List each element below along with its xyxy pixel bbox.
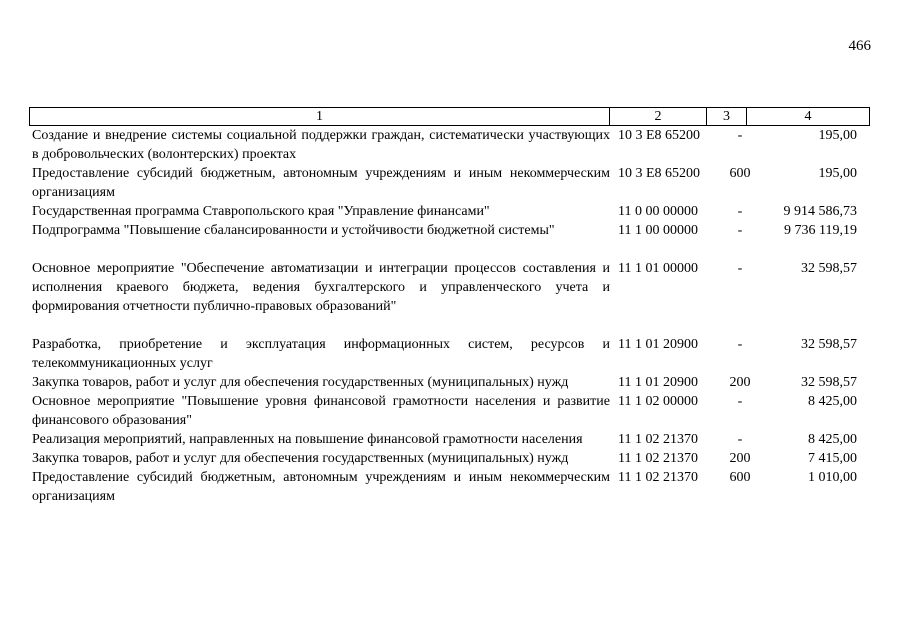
budget-rows xyxy=(32,126,862,506)
row-expense-type: 200 xyxy=(729,375,751,390)
row-amount: 32 598,57 xyxy=(801,375,857,390)
table-row xyxy=(32,449,862,468)
table-row xyxy=(32,373,862,392)
row-code: 10 3 E8 65200 xyxy=(618,128,701,143)
row-expense-type: - xyxy=(737,128,743,143)
row-amount: 195,00 xyxy=(818,166,857,181)
row-expense-type: 200 xyxy=(729,451,751,466)
column-number-row xyxy=(30,108,870,126)
row-code: 10 3 E8 65200 xyxy=(618,166,701,181)
page-number: 466 xyxy=(848,38,871,54)
table-row xyxy=(32,126,862,164)
row-code: 11 0 00 00000 xyxy=(618,204,698,219)
row-code: 11 1 01 20900 xyxy=(618,375,698,390)
row-amount: 8 425,00 xyxy=(808,432,857,447)
row-name: Реализация мероприятий, направленных на повышение финансовой грамотности населения xyxy=(32,432,583,447)
row-expense-type: 600 xyxy=(729,470,751,485)
row-code: 11 1 01 00000 xyxy=(618,261,698,276)
row-name: Государственная программа Ставропольского края "Управление финансами" xyxy=(32,204,490,219)
row-code: 11 1 02 21370 xyxy=(618,451,698,466)
row-expense-type: - xyxy=(737,204,743,219)
table-row xyxy=(32,430,862,449)
row-expense-type: - xyxy=(737,261,743,276)
row-amount: 7 415,00 xyxy=(808,451,857,466)
row-amount: 1 010,00 xyxy=(808,470,857,485)
row-amount: 9 914 586,73 xyxy=(783,204,857,219)
table-row xyxy=(32,202,862,221)
row-expense-type: 600 xyxy=(729,166,751,181)
row-amount: 8 425,00 xyxy=(808,394,857,409)
row-name: Разработка, приобретение и эксплуатация информационных систем, ресурсов и телекоммуникационных услуг xyxy=(32,337,610,371)
column-number-3: 3 xyxy=(707,108,747,126)
row-amount: 9 736 119,19 xyxy=(784,223,857,238)
row-amount: 32 598,57 xyxy=(801,261,857,276)
table-row xyxy=(32,392,862,430)
table-row xyxy=(32,164,862,202)
row-expense-type: - xyxy=(737,432,743,447)
row-code: 11 1 00 00000 xyxy=(618,223,698,238)
table-row xyxy=(32,335,862,373)
row-name: Создание и внедрение системы социальной поддержки граждан, систематически участвующих в добровольческих (волонтерских) проектах xyxy=(32,128,610,162)
row-code: 11 1 02 21370 xyxy=(618,432,698,447)
row-name: Основное мероприятие "Повышение уровня финансовой грамотности населения и развитие финансового образования" xyxy=(32,394,610,428)
row-code: 11 1 01 20900 xyxy=(618,337,698,352)
column-number-2: 2 xyxy=(610,108,707,126)
row-code: 11 1 02 21370 xyxy=(618,470,698,485)
row-name: Закупка товаров, работ и услуг для обеспечения государственных (муниципальных) нужд xyxy=(32,375,569,390)
row-expense-type: - xyxy=(737,223,743,238)
row-name: Подпрограмма "Повышение сбалансированности и устойчивости бюджетной системы" xyxy=(32,223,555,238)
column-header-table xyxy=(29,107,870,126)
row-name: Предоставление субсидий бюджетным, автономным учреждениям и иным некоммерческим организациям xyxy=(32,166,610,200)
row-name: Закупка товаров, работ и услуг для обеспечения государственных (муниципальных) нужд xyxy=(32,451,569,466)
row-expense-type: - xyxy=(737,337,743,352)
row-name: Предоставление субсидий бюджетным, автономным учреждениям и иным некоммерческим организациям xyxy=(32,470,610,504)
table-row xyxy=(32,221,862,240)
row-name: Основное мероприятие "Обеспечение автоматизации и интеграции процессов составления и исполнения краевого бюджета, ведения бухгалтерского и управленческого учета и формирования отчетности публично-правовых образований" xyxy=(32,261,610,314)
row-amount: 195,00 xyxy=(818,128,857,143)
column-number-4: 4 xyxy=(747,108,870,126)
row-expense-type: - xyxy=(737,394,743,409)
table-row xyxy=(32,468,862,506)
table-row xyxy=(32,259,862,316)
column-number-1: 1 xyxy=(30,108,610,126)
row-amount: 32 598,57 xyxy=(801,337,857,352)
row-code: 11 1 02 00000 xyxy=(618,394,698,409)
